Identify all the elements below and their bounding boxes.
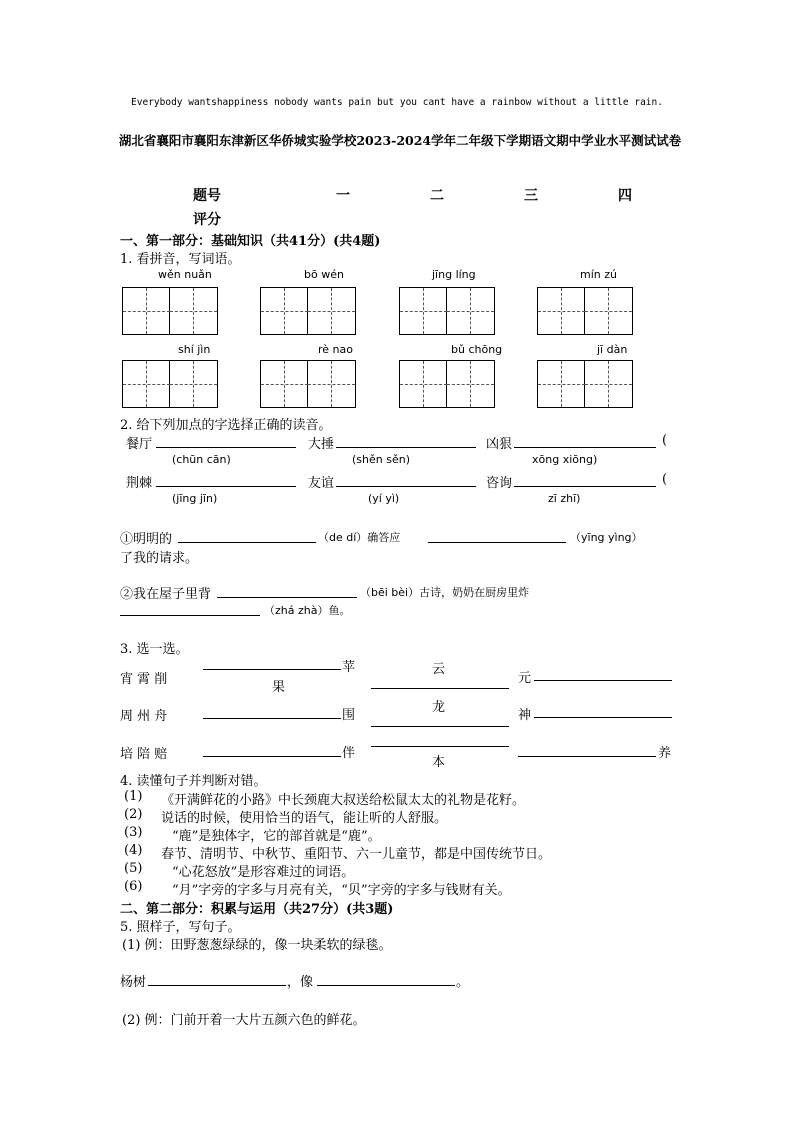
- q3-row3-c2: 伴: [342, 746, 356, 761]
- writing-grid[interactable]: [399, 287, 495, 335]
- q2-word-6: 咨询: [486, 476, 513, 491]
- answer-line[interactable]: [203, 756, 341, 757]
- q4-no: (2): [124, 807, 143, 822]
- answer-line[interactable]: [336, 486, 476, 487]
- pinyin-4: mín zú: [580, 268, 617, 281]
- q1-title: 1. 看拼音，写词语。: [120, 252, 241, 267]
- answer-line[interactable]: [317, 985, 455, 986]
- q3-extra: 果: [272, 680, 286, 695]
- score-col-2: 二: [430, 188, 444, 204]
- score-col-4: 四: [618, 188, 632, 204]
- answer-line[interactable]: [148, 985, 286, 986]
- answer-line[interactable]: [534, 717, 672, 718]
- q4-item: 春节、清明节、中秋节、重阳节、六一儿童节，都是中国传统节日。: [161, 847, 552, 862]
- q2-s1-part-b: （de dí）确答应: [318, 531, 401, 544]
- answer-line[interactable]: [336, 447, 476, 448]
- q3-row3-chars: 培 陪 赔: [120, 747, 168, 762]
- pinyin-7: bǔ chōng: [451, 343, 503, 356]
- score-col-3: 三: [524, 188, 538, 204]
- answer-line[interactable]: [371, 688, 509, 689]
- q3-row1-c3: 云: [432, 662, 446, 677]
- q3-row2-c3: 龙: [432, 700, 446, 715]
- motto: Everybody wantshappiness nobody wants pain but you cant have a rainbow without a little rain.: [131, 97, 663, 108]
- answer-line[interactable]: [514, 486, 656, 487]
- answer-line[interactable]: [518, 756, 656, 757]
- q2-opts-3: xōng xiōng): [532, 453, 598, 466]
- answer-line[interactable]: [178, 542, 316, 543]
- writing-grid[interactable]: [399, 360, 495, 408]
- q2-s1-part-d: 了我的请求。: [120, 551, 199, 566]
- answer-line[interactable]: [428, 542, 566, 543]
- paren: (: [662, 433, 668, 448]
- pinyin-5: shí jìn: [178, 343, 211, 356]
- answer-line[interactable]: [514, 447, 656, 448]
- exam-title: 湖北省襄阳市襄阳东津新区华侨城实验学校2023-2024学年二年级下学期语文期中学业水平测试试卷: [118, 133, 682, 148]
- score-col-1: 一: [336, 188, 350, 204]
- q5-fill-c: 。: [456, 975, 470, 990]
- q3-row2-chars: 周 州 舟: [120, 709, 168, 724]
- q4-no: (3): [124, 825, 143, 840]
- paren: (: [662, 472, 668, 487]
- writing-grid[interactable]: [260, 360, 356, 408]
- q4-no: (4): [124, 843, 143, 858]
- writing-grid[interactable]: [260, 287, 356, 335]
- pinyin-2: bō wén: [304, 268, 344, 281]
- q2-s1-part-c: （yīng yìng）: [570, 531, 643, 544]
- q2-opts-1: (chūn cān): [172, 453, 231, 466]
- q5-fill-b: ，像: [287, 975, 314, 990]
- answer-line[interactable]: [156, 447, 296, 448]
- q3-row1-c4: 元: [518, 671, 532, 686]
- answer-line[interactable]: [203, 718, 341, 719]
- answer-line[interactable]: [120, 615, 260, 616]
- part1-heading: 一、第一部分：基础知识（共41分）(共4题): [120, 234, 381, 249]
- q3-row3-c3: 本: [432, 755, 446, 770]
- q2-word-3: 凶狠: [486, 437, 513, 452]
- q2-title: 2. 给下列加点的字选择正确的读音。: [120, 418, 332, 433]
- writing-grid[interactable]: [122, 287, 218, 335]
- q3-title: 3. 选一选。: [120, 642, 189, 657]
- q3-row1-c2: 苹: [342, 660, 356, 675]
- q4-no: (5): [124, 861, 143, 876]
- pinyin-8: jī dàn: [597, 343, 628, 356]
- q4-no: (6): [124, 879, 143, 894]
- pinyin-6: rè nao: [318, 343, 353, 356]
- q4-item: “月”字旁的字多与月亮有关，“贝”字旁的字多与钱财有关。: [172, 883, 511, 898]
- score-table-header: 题号: [193, 188, 221, 204]
- answer-line[interactable]: [217, 597, 357, 598]
- answer-line[interactable]: [534, 680, 672, 681]
- pinyin-3: jīng líng: [432, 268, 476, 281]
- q2-opts-5: (yí yì): [368, 492, 400, 505]
- answer-line[interactable]: [203, 669, 341, 670]
- q2-opts-2: (shěn sěn): [352, 453, 410, 466]
- writing-grid[interactable]: [122, 360, 218, 408]
- writing-grid[interactable]: [537, 360, 633, 408]
- q2-s2-part-a: ②我在屋子里背: [120, 587, 212, 602]
- answer-line[interactable]: [371, 726, 509, 727]
- q2-s2-part-c: （zhá zhà）鱼。: [264, 604, 351, 617]
- q4-title: 4. 读懂句子并判断对错。: [120, 774, 267, 789]
- q4-no: (1): [124, 789, 143, 804]
- part2-heading: 二、第二部分：积累与运用（共27分）(共3题): [120, 902, 394, 917]
- answer-line[interactable]: [371, 746, 509, 747]
- score-row-label: 评分: [193, 212, 221, 228]
- q2-word-2: 大捶: [308, 437, 335, 452]
- answer-line[interactable]: [156, 486, 296, 487]
- q2-s2-part-b: （bēi bèi）古诗，奶奶在厨房里炸: [360, 586, 530, 599]
- q3-row1-chars: 宵 霄 削: [120, 672, 168, 687]
- writing-grid[interactable]: [537, 287, 633, 335]
- q2-word-4: 荆棘: [126, 476, 153, 491]
- q2-opts-4: (jīng jīn): [172, 492, 218, 505]
- q4-item: 说话的时候，使用恰当的语气，能让听的人舒服。: [161, 811, 448, 826]
- q3-row2-c4: 神: [518, 708, 532, 723]
- q5-title: 5. 照样子，写句子。: [120, 920, 241, 935]
- pinyin-1: wěn nuǎn: [158, 268, 212, 281]
- q2-word-5: 友谊: [308, 476, 335, 491]
- q4-item: “心花怒放”是形容难过的词语。: [172, 865, 355, 880]
- q2-word-1: 餐厅: [126, 437, 153, 452]
- q5-fill-a: 杨树: [120, 975, 147, 990]
- q2-s1-part-a: ①明明的: [120, 532, 173, 547]
- q4-item: 《开满鲜花的小路》中长颈鹿大叔送给松鼠太太的礼物是花籽。: [161, 793, 526, 808]
- q3-row2-c2: 围: [342, 708, 356, 723]
- q3-row3-c4: 养: [658, 746, 672, 761]
- q2-opts-6: zī zhī): [548, 492, 581, 505]
- q5-example-2: (2) 例：门前开着一大片五颜六色的鲜花。: [122, 1013, 366, 1028]
- q5-example-1: (1) 例：田野葱葱绿绿的，像一块柔软的绿毯。: [122, 938, 392, 953]
- q4-item: “鹿”是独体字，它的部首就是“鹿”。: [172, 829, 381, 844]
